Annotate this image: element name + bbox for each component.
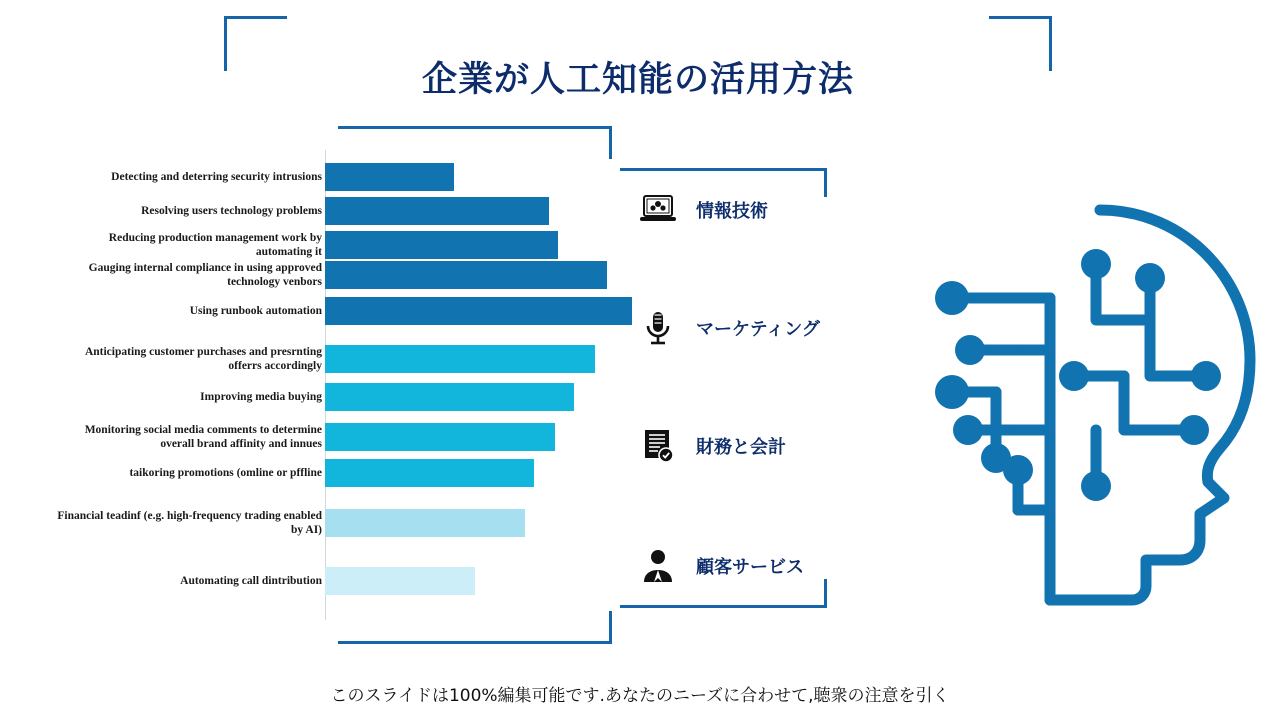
legend-label: 顧客サービス [696,557,804,578]
bar-label: Reducing production management work by automating it [108,232,322,258]
bar [325,509,525,537]
bar-row [40,380,620,414]
bar-row [40,258,620,292]
bar-label: Resolving users technology problems [141,205,322,217]
bar-chart [40,150,620,620]
bar-label: Automating call dintribution [180,575,322,587]
support-agent-icon [636,544,680,588]
legend-item-finance [636,422,786,470]
title-frame [224,16,1052,100]
bar [325,231,558,259]
bar-row [40,564,620,598]
bar-row [40,228,620,262]
bar [325,383,574,411]
microphone-icon [636,306,680,350]
legend-label: 財務と会計 [696,437,786,458]
legend-item-it [636,186,768,234]
bar-row [40,342,620,376]
ai-head-circuit-illustration [900,180,1280,620]
legend-label: マーケティング [696,319,820,340]
bar-label: Detecting and deterring security intrusions [111,171,322,183]
legend-item-marketing [636,304,820,352]
bar [325,423,555,451]
bar [325,261,607,289]
bar-label: Anticipating customer purchases and presrnting offerrs accordingly [84,346,322,372]
bar [325,459,534,487]
bar-label: taikoring promotions (omline or pffline [129,467,322,479]
page-title: 企業が人工知能の活用方法 [421,60,854,100]
footer-note: このスライドは100%編集可能です.あなたのニーズに合わせて,聴衆の注意を引く [330,686,950,706]
bar [325,197,549,225]
bar-row [40,420,620,454]
bar [325,345,595,373]
bar-row [40,506,620,540]
legend-item-customer-service [636,542,804,590]
bar [325,163,454,191]
bar [325,567,475,595]
bar-row [40,456,620,490]
legend-label: 情報技術 [696,201,768,222]
bar-label: Gauging internal compliance in using approved technology venbors [88,262,322,288]
bar-label: Using runbook automation [189,305,322,317]
invoice-check-icon [636,424,680,468]
bar-row [40,294,620,328]
bar [325,297,632,325]
bar-label: Improving media buying [200,391,322,403]
bar-row [40,160,620,194]
laptop-icon [636,188,680,232]
bar-label: Financial teadinf (e.g. high-frequency trading enabled by AI) [57,510,322,536]
bar-label: Monitoring social media comments to determine overall brand affinity and innues [84,424,322,450]
bar-row [40,194,620,228]
